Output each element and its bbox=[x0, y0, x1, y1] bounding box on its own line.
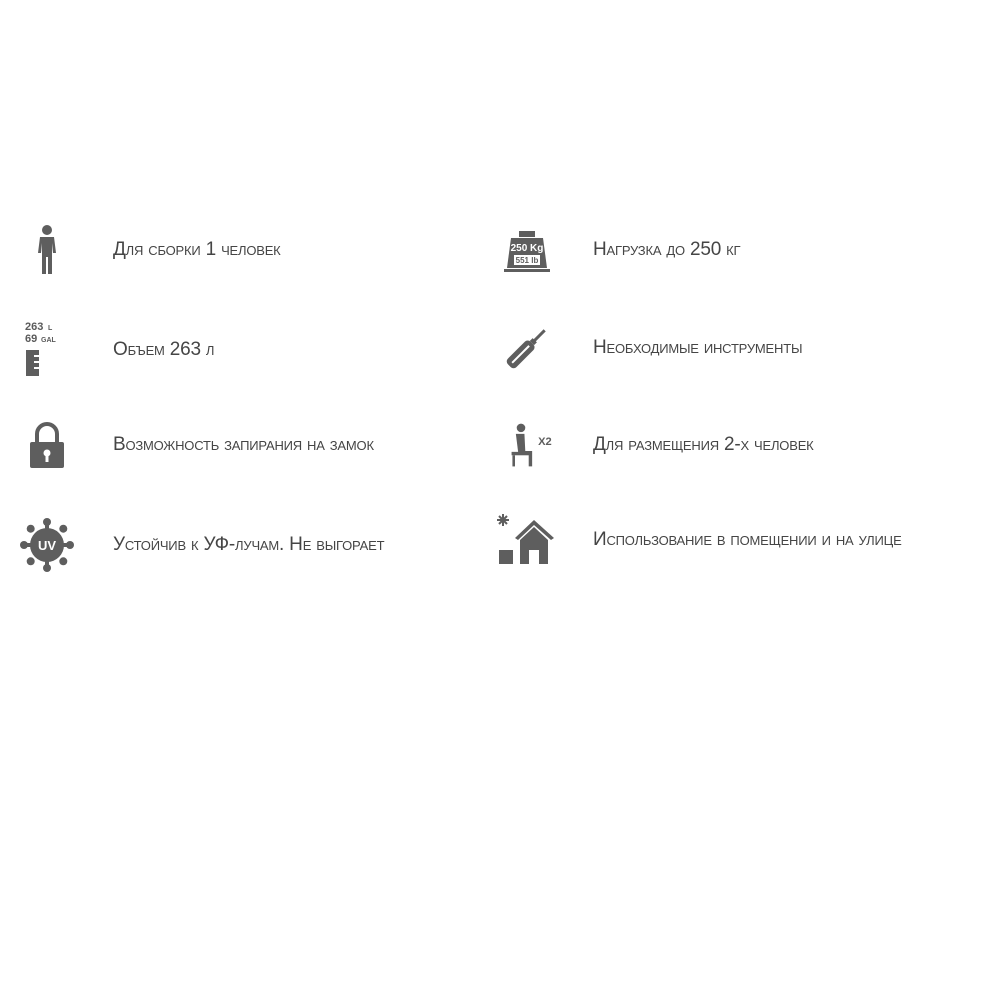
svg-text:69: 69 bbox=[25, 333, 38, 345]
person-standing-icon bbox=[17, 220, 77, 280]
feature-indoor-outdoor-label: Использование в помещении и на улице bbox=[593, 529, 902, 550]
feature-uv-label: Устойчив к УФ-лучам. Не выгорает bbox=[113, 534, 385, 555]
house-sun-icon bbox=[497, 510, 557, 570]
svg-text:GAL: GAL bbox=[41, 337, 56, 344]
feature-uv bbox=[17, 515, 384, 575]
feature-lock bbox=[17, 415, 374, 475]
svg-text:L: L bbox=[48, 325, 53, 332]
feature-volume bbox=[17, 320, 214, 380]
feature-tools-label: Необходимые инструменты bbox=[593, 337, 803, 358]
feature-load bbox=[497, 220, 740, 280]
person-sitting-icon bbox=[497, 415, 557, 475]
feature-seating-label: Для размещения 2-х человек bbox=[593, 434, 814, 455]
svg-text:250 Kg: 250 Kg bbox=[510, 243, 544, 254]
feature-lock-label: Возможность запирания на замок bbox=[113, 434, 374, 455]
feature-indoor-outdoor bbox=[497, 510, 902, 570]
svg-text:UV: UV bbox=[37, 538, 57, 553]
feature-assembly-label: Для сборки 1 человек bbox=[113, 239, 281, 260]
feature-tools bbox=[497, 318, 802, 378]
padlock-icon bbox=[17, 415, 77, 475]
feature-seating bbox=[497, 415, 814, 475]
volume-icon bbox=[17, 320, 77, 380]
svg-text:X2: X2 bbox=[538, 436, 552, 448]
svg-text:263: 263 bbox=[25, 321, 44, 333]
feature-assembly bbox=[17, 220, 281, 280]
feature-load-label: Нагрузка до 250 кг bbox=[593, 239, 741, 260]
weight-icon bbox=[497, 220, 557, 280]
screwdriver-icon bbox=[497, 318, 557, 378]
svg-text:551 lb: 551 lb bbox=[515, 256, 539, 265]
feature-volume-label: Объем 263 л bbox=[113, 339, 215, 360]
uv-sun-icon bbox=[17, 515, 77, 575]
